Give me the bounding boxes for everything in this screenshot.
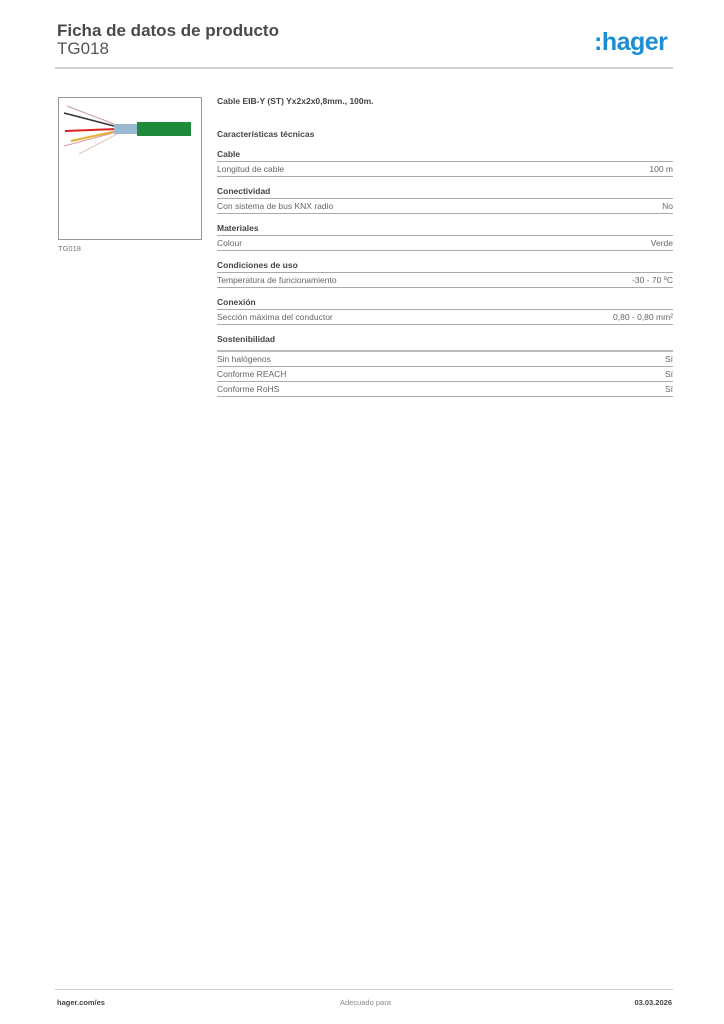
spec-label: Longitud de cable [217,164,285,174]
spec-row [217,310,673,325]
spec-label: Sin halógenos [217,354,271,364]
spec-value: Sí [664,384,673,394]
footer-suitable-for: Adecuado para [340,998,391,1007]
spec-group [217,297,673,325]
section-title: Características técnicas [217,129,315,139]
hager-logo: :hager [594,28,668,56]
footer-divider [55,989,673,990]
spec-label: Conforme RoHS [217,384,280,394]
spec-label: Conforme REACH [217,369,287,379]
spec-label: Colour [217,238,243,248]
spec-label: Con sistema de bus KNX radio [217,201,334,211]
spec-row [217,236,673,251]
spec-group-title: Sostenibilidad [217,334,673,352]
spec-panel [217,96,673,406]
header-divider [55,67,673,69]
spec-group [217,334,673,397]
spec-row [217,382,673,397]
spec-value: No [662,201,673,211]
spec-group-title: Conectividad [217,186,673,199]
spec-group-title: Cable [217,149,673,162]
spec-label: Temperatura de funcionamiento [217,275,337,285]
spec-value: 0,80 - 0,80 mm² [613,312,673,322]
spec-value: -30 - 70 ºC [632,275,673,285]
footer-website-link[interactable]: hager.com/es [57,998,105,1007]
spec-group-title: Materiales [217,223,673,236]
spec-value: Sí [664,369,673,379]
spec-group [217,149,673,177]
spec-row [217,273,673,288]
spec-label: Sección máxima del conductor [217,312,333,322]
footer-date: 03.03.2026 [634,998,672,1007]
spec-row [217,367,673,382]
spec-row [217,162,673,177]
spec-value: 100 m [649,164,673,174]
spec-group-title: Conexión [217,297,673,310]
spec-group-title: Condiciones de uso [217,260,673,273]
spec-value: Verde [650,238,673,248]
spec-value: Sí [664,354,673,364]
spec-group [217,186,673,214]
spec-row [217,199,673,214]
product-code: TG018 [57,39,109,58]
spec-group [217,223,673,251]
product-image [58,97,202,240]
spec-group [217,260,673,288]
spec-row [217,352,673,367]
page-title: Ficha de datos de producto [57,21,279,40]
product-title: Cable EIB-Y (ST) Yx2x2x0,8mm., 100m. [217,96,374,106]
image-caption: TG018 [58,244,81,253]
